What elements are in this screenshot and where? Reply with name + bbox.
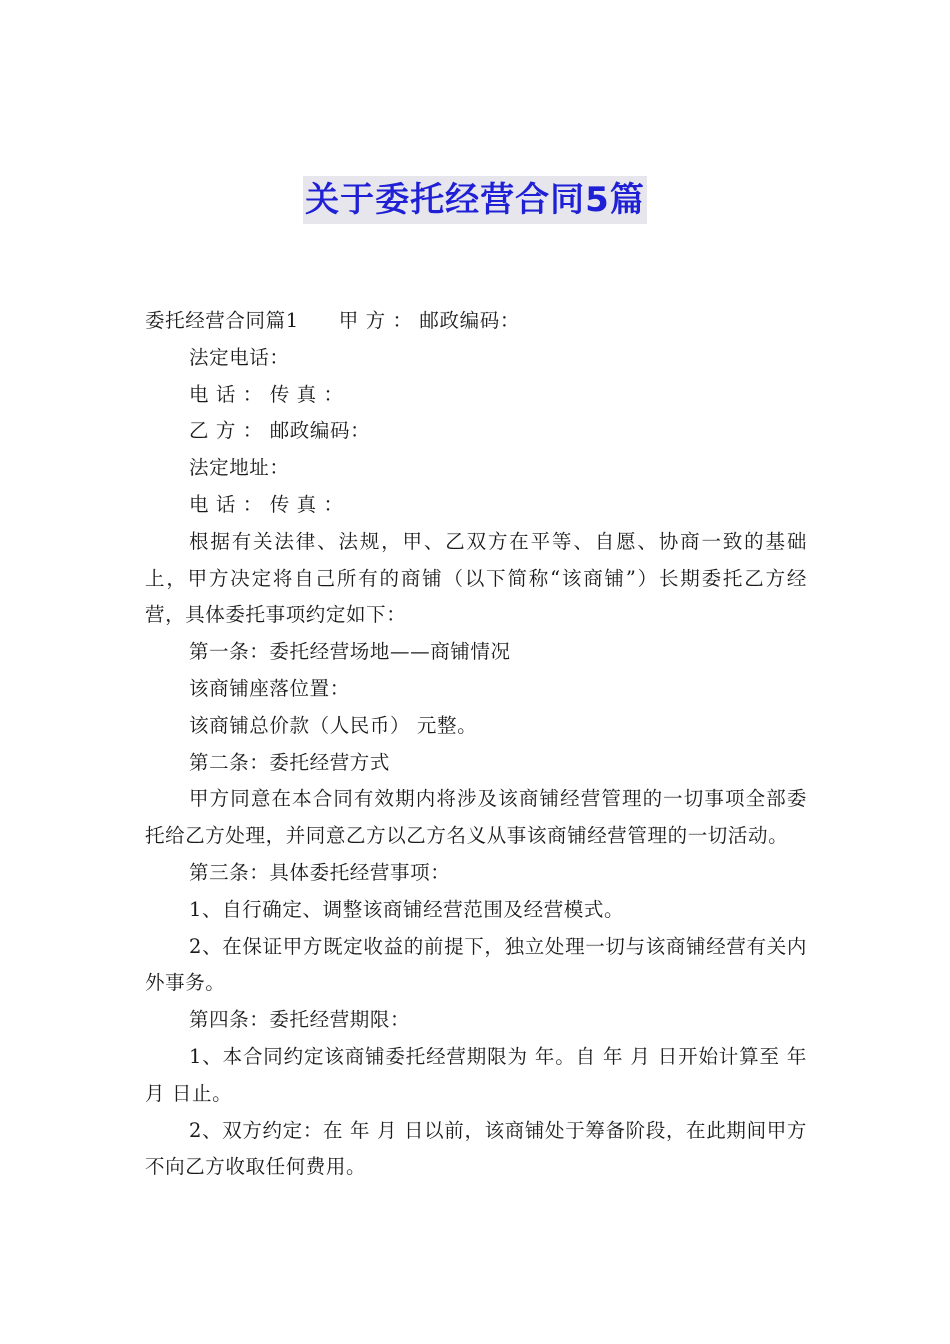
paragraph: 第二条：委托经营方式: [189, 750, 391, 774]
paragraph: 该商铺总价款（人民币） 元整。: [189, 713, 478, 737]
document-body: [145, 303, 807, 1186]
paragraph: 第三条：具体委托经营事项：: [189, 860, 451, 884]
paragraph: 甲方同意在本合同有效期内将涉及该商铺经营管理的一切事项全部委托给乙方处理，并同意乙方以乙方名义从事该商铺经营管理的一切活动。: [145, 787, 807, 848]
paragraph: 电 话 ： 传 真 ：: [189, 492, 344, 516]
paragraph: 第四条：委托经营期限：: [189, 1008, 411, 1032]
paragraph: 根据有关法律、法规，甲、乙双方在平等、自愿、协商一致的基础上，甲方决定将自己所有的商铺（以下简称“该商铺”）长期委托乙方经营，具体委托事项约定如下：: [145, 529, 807, 627]
paragraph: 2、双方约定：在 年 月 日以前，该商铺处于筹备阶段，在此期间甲方不向乙方收取任何费用。: [145, 1118, 807, 1179]
party-a-label: 甲 方 ： 邮政编码：: [338, 309, 520, 332]
paragraph: 1、自行确定、调整该商铺经营范围及经营模式。: [189, 897, 625, 921]
contract-heading-line: [145, 303, 807, 340]
paragraph: 法定电话：: [189, 345, 290, 369]
contract-heading: 委托经营合同篇1: [145, 309, 299, 332]
paragraph: 1、本合同约定该商铺委托经营期限为 年。自 年 月 日开始计算至 年 月 日止。: [145, 1044, 807, 1105]
paragraph: 电 话 ： 传 真 ：: [189, 382, 344, 406]
paragraph: 2、在保证甲方既定收益的前提下，独立处理一切与该商铺经营有关内外事务。: [145, 934, 807, 995]
paragraph: 乙 方 ： 邮政编码：: [189, 419, 371, 443]
paragraph: 该商铺座落位置：: [189, 676, 350, 700]
title-container: [0, 176, 950, 224]
document-title: 关于委托经营合同5篇: [303, 176, 647, 224]
paragraph: 法定地址：: [189, 456, 290, 480]
paragraph: 第一条：委托经营场地——商铺情况: [189, 640, 511, 664]
